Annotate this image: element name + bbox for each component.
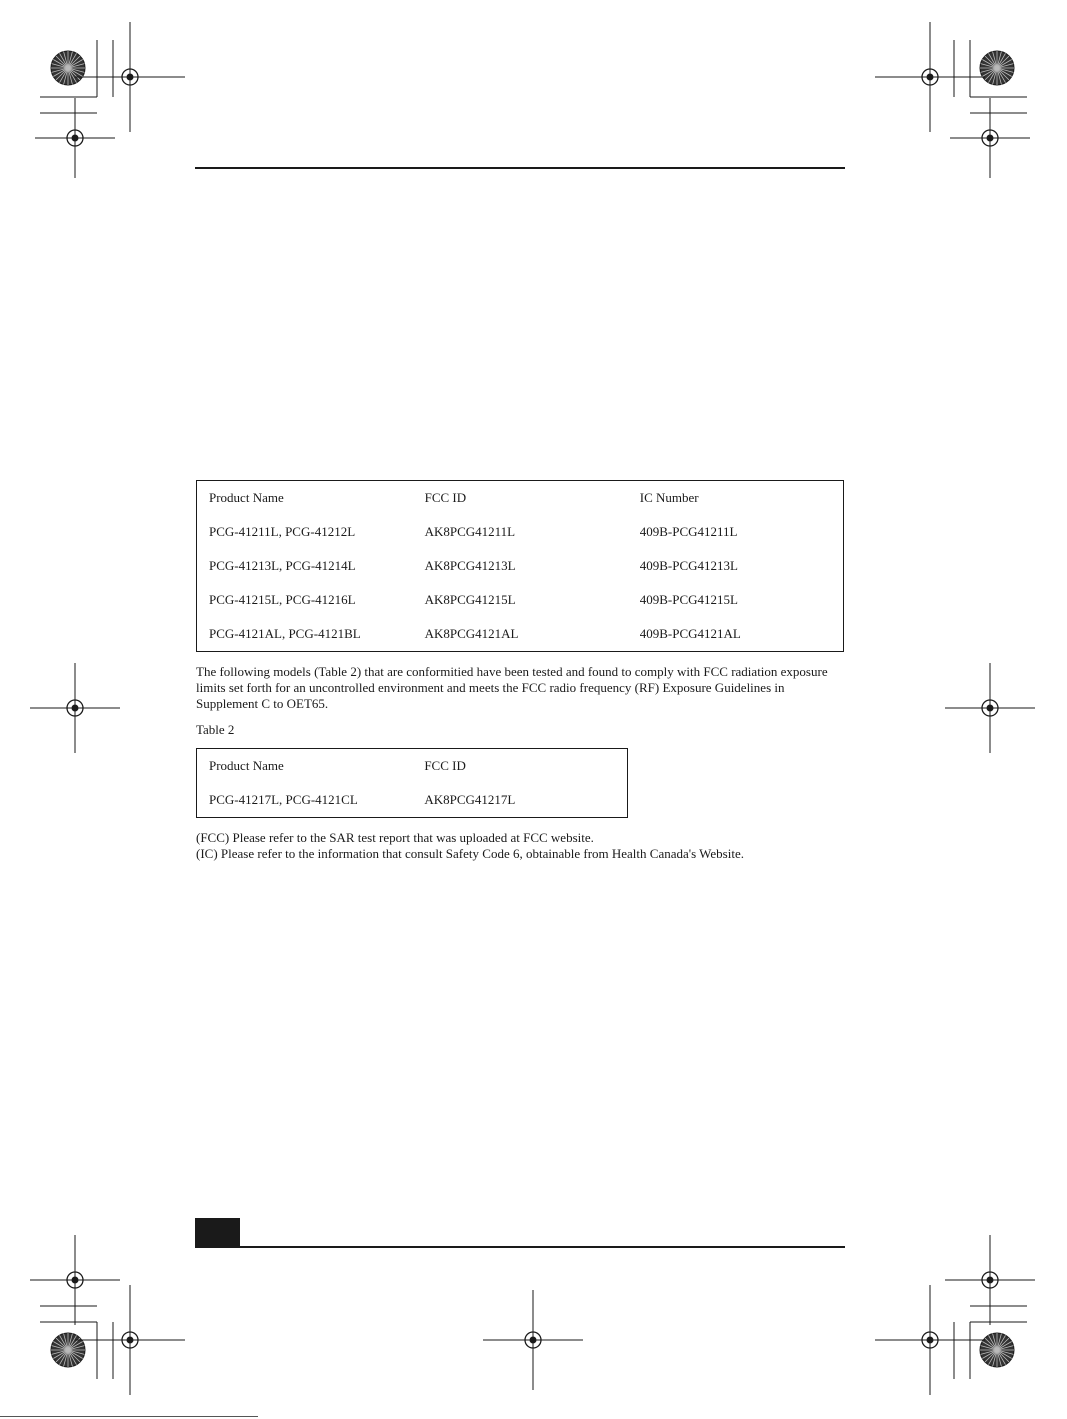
table-row [197, 549, 844, 583]
ic-number-cell: 409B-PCG41215L [639, 592, 738, 607]
header-ic-number: IC Number [639, 490, 699, 505]
ic-number-cell: 409B-PCG41213L [639, 558, 738, 573]
product-name-cell: PCG-41217L, PCG-4121CL [209, 792, 358, 807]
product-name-cell: PCG-4121AL, PCG-4121BL [209, 626, 361, 641]
table-row [197, 783, 628, 818]
header-fcc-id: FCC ID [424, 490, 467, 505]
table-row [197, 617, 844, 652]
fcc-compliance-paragraph: The following models (Table 2) that are conformitied have been tested and found to comply with FCC radiation exposure limits set forth for an uncontrolled environment and meets the FCC radio frequency (RF) Exposure Guidelines in Supplement C to OET65. [196, 664, 828, 711]
fcc-id-cell: AK8PCG4121AL [424, 626, 519, 641]
footer-rule [195, 1246, 845, 1248]
fcc-ic-table [196, 480, 844, 652]
fcc-note: (FCC) Please refer to the SAR test report that was uploaded at FCC website. [196, 830, 594, 845]
header-rule [195, 167, 845, 169]
header-product-name: Product Name [209, 490, 284, 505]
table-row [197, 515, 844, 549]
product-name-cell: PCG-41213L, PCG-41214L [209, 558, 356, 573]
table-header-row [197, 749, 628, 784]
sar-notes [196, 830, 846, 862]
fcc-id-cell: AK8PCG41211L [424, 524, 516, 539]
table2 [196, 748, 628, 818]
fcc-id-cell: AK8PCG41213L [424, 558, 516, 573]
footer-slug-rule [0, 1416, 258, 1417]
product-name-cell: PCG-41211L, PCG-41212L [209, 524, 356, 539]
table-row [197, 583, 844, 617]
header-product-name: Product Name [209, 758, 284, 773]
fcc-id-cell: AK8PCG41217L [424, 792, 516, 807]
fcc-id-cell: AK8PCG41215L [424, 592, 516, 607]
ic-number-cell: 409B-PCG41211L [639, 524, 738, 539]
product-name-cell: PCG-41215L, PCG-41216L [209, 592, 356, 607]
table2-caption: Table 2 [196, 722, 235, 737]
page-number-block [195, 1218, 240, 1247]
ic-note: (IC) Please refer to the information that consult Safety Code 6, obtainable from Health Canada's Website. [196, 846, 744, 861]
ic-number-cell: 409B-PCG4121AL [639, 626, 741, 641]
header-fcc-id: FCC ID [424, 758, 466, 773]
table-header-row [197, 481, 844, 516]
